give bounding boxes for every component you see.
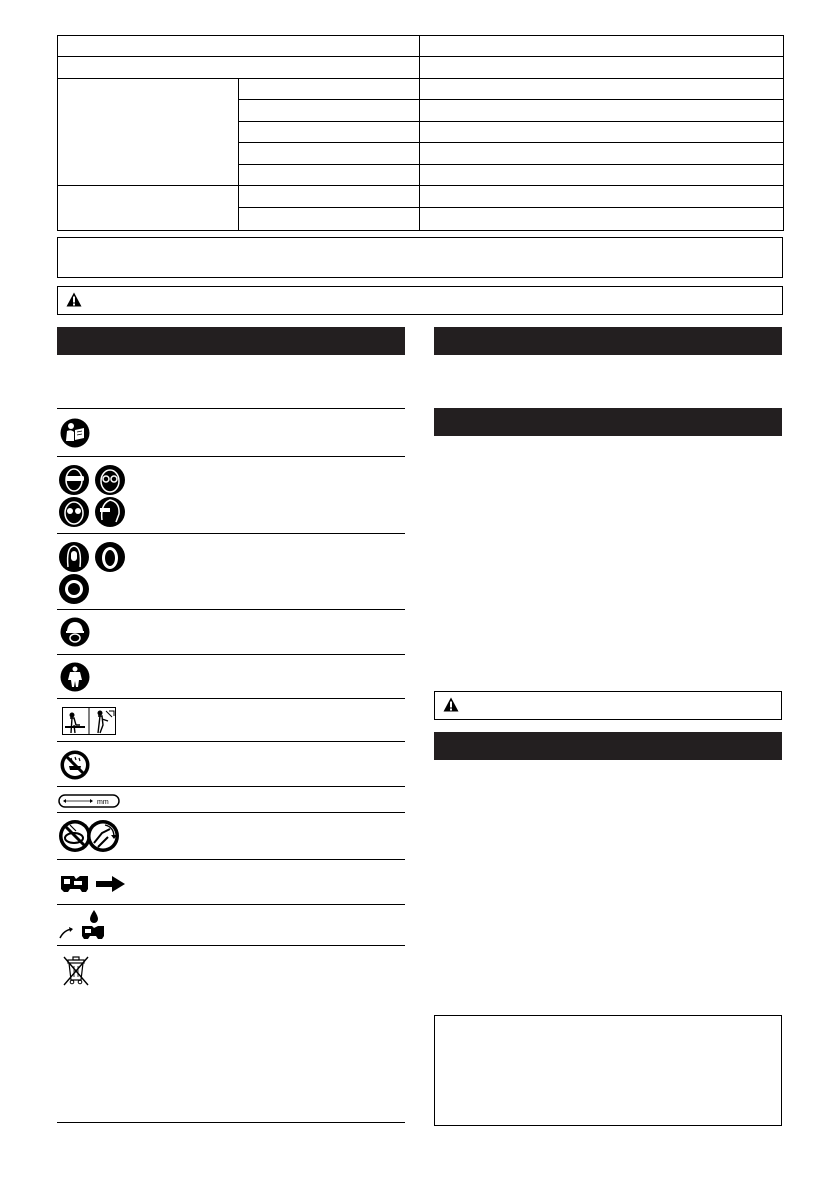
warning-box bbox=[57, 286, 783, 315]
no-kickback-contact-icon bbox=[58, 819, 120, 853]
spec-label bbox=[58, 57, 420, 79]
spec-value bbox=[420, 165, 784, 186]
divider bbox=[57, 654, 405, 655]
divider bbox=[57, 609, 405, 610]
spec-sub bbox=[239, 186, 420, 208]
spec-value bbox=[420, 143, 784, 165]
left-section-heading bbox=[57, 327, 405, 355]
one-hand-operation-icon bbox=[62, 707, 116, 735]
spec-value bbox=[420, 57, 784, 79]
spec-label bbox=[58, 36, 420, 57]
no-rain-icon bbox=[60, 750, 90, 780]
right-section-heading-3 bbox=[434, 732, 782, 760]
divider bbox=[57, 456, 405, 457]
divider bbox=[57, 812, 405, 813]
chain-direction-icon bbox=[60, 873, 126, 895]
divider bbox=[57, 945, 405, 946]
spec-sub bbox=[239, 100, 420, 122]
spec-value bbox=[420, 122, 784, 143]
divider bbox=[57, 786, 405, 787]
warning-box-2 bbox=[434, 691, 782, 720]
divider bbox=[57, 408, 405, 409]
guide-bar-length-icon bbox=[58, 794, 120, 808]
specification-table bbox=[57, 35, 784, 231]
ear-protection-icon bbox=[58, 541, 130, 605]
divider bbox=[57, 698, 405, 699]
left-intro bbox=[57, 360, 405, 404]
weee-bin-icon bbox=[61, 954, 91, 986]
divider bbox=[57, 859, 405, 860]
spec-value bbox=[420, 36, 784, 57]
spec-value bbox=[420, 100, 784, 122]
divider bbox=[57, 1122, 405, 1123]
divider bbox=[57, 904, 405, 905]
spec-sub bbox=[239, 165, 420, 186]
divider bbox=[57, 533, 405, 534]
svg-text:mm: mm bbox=[97, 799, 109, 806]
spec-value bbox=[420, 79, 784, 100]
spec-sub bbox=[239, 143, 420, 165]
spec-sub bbox=[239, 122, 420, 143]
right-text-1 bbox=[434, 362, 782, 402]
spec-group bbox=[58, 79, 239, 186]
right-text-3 bbox=[434, 768, 782, 1008]
divider bbox=[57, 741, 405, 742]
read-manual-icon bbox=[60, 418, 90, 448]
right-text-2 bbox=[434, 444, 782, 684]
eye-protection-icon bbox=[58, 464, 130, 528]
helmet-icon bbox=[60, 617, 90, 647]
spec-sub bbox=[239, 79, 420, 100]
warning-triangle-icon bbox=[66, 292, 82, 307]
chain-oil-icon bbox=[58, 908, 106, 940]
note-box bbox=[57, 237, 783, 278]
spec-group bbox=[58, 186, 239, 231]
right-section-heading-1 bbox=[434, 327, 782, 355]
warning-triangle-icon bbox=[443, 697, 459, 712]
spec-sub bbox=[239, 208, 420, 231]
right-section-heading-2 bbox=[434, 408, 782, 436]
protective-clothing-icon bbox=[60, 662, 90, 692]
spec-value bbox=[420, 186, 784, 208]
right-note-box bbox=[434, 1015, 782, 1126]
spec-value bbox=[420, 208, 784, 231]
